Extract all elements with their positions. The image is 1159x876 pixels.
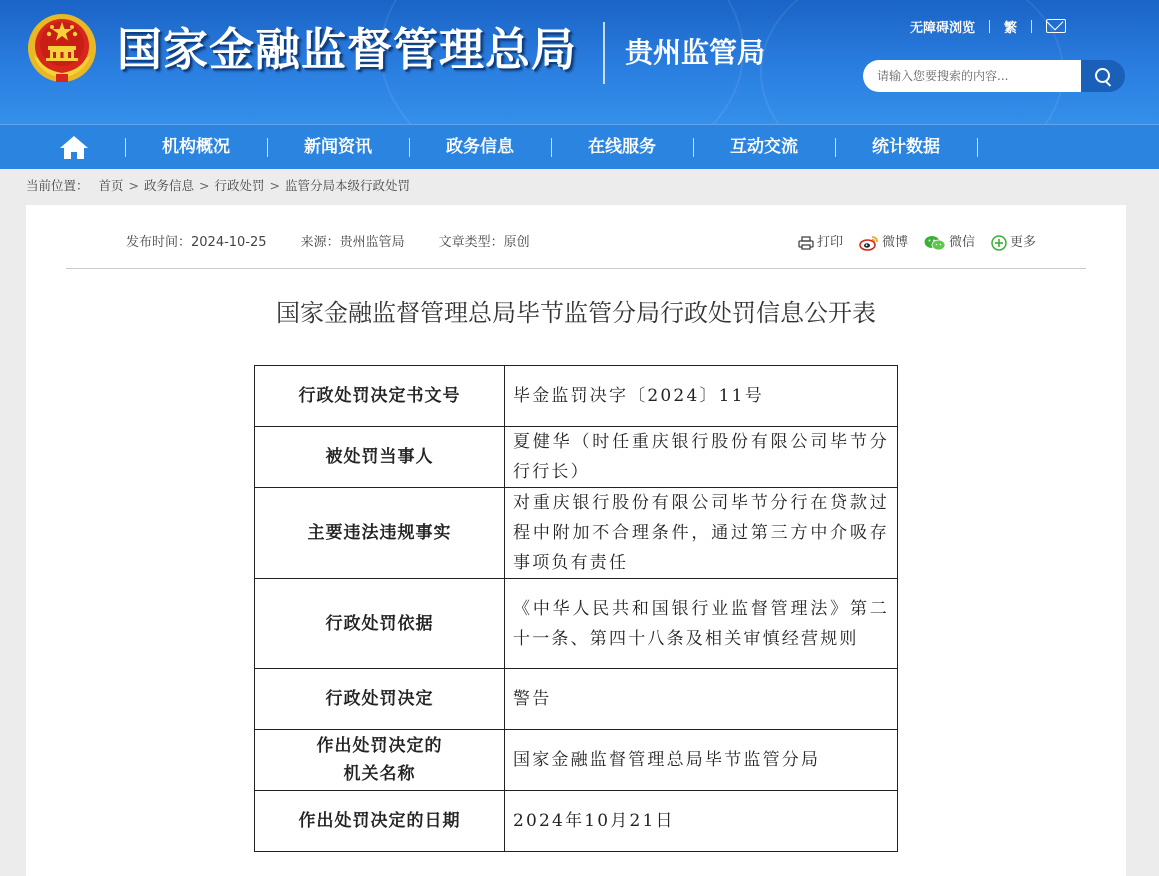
publish-time: 发布时间：2024-10-25 bbox=[126, 235, 267, 250]
link-separator bbox=[989, 20, 990, 33]
table-key: 主要违法违规事实 bbox=[255, 488, 505, 579]
table-value: 《中华人民共和国银行业监督管理法》第二十一条、第四十八条及相关审慎经营规则 bbox=[505, 579, 898, 669]
print-label: 打印 bbox=[817, 235, 844, 250]
breadcrumb-arrow: > bbox=[269, 178, 281, 193]
nav-item-news[interactable]: 新闻资讯 bbox=[304, 137, 372, 157]
nav-item-online-service[interactable]: 在线服务 bbox=[588, 137, 656, 157]
site-header bbox=[0, 0, 1159, 124]
table-key: 被处罚当事人 bbox=[255, 427, 505, 488]
search-button[interactable] bbox=[1081, 60, 1125, 92]
table-value: 国家金融监督管理总局毕节监管分局 bbox=[505, 730, 898, 791]
penalty-info-table bbox=[254, 365, 898, 852]
breadcrumb-home[interactable]: 首页 bbox=[98, 178, 124, 193]
weibo-share-button[interactable] bbox=[859, 233, 908, 253]
wechat-share-button[interactable] bbox=[924, 233, 975, 253]
table-value: 毕金监罚决字〔2024〕11号 bbox=[505, 366, 898, 427]
table-key: 行政处罚依据 bbox=[255, 579, 505, 669]
breadcrumb-arrow: > bbox=[128, 178, 140, 193]
breadcrumb-label: 当前位置： bbox=[26, 178, 89, 193]
wechat-label: 微信 bbox=[949, 235, 976, 250]
printer-icon bbox=[798, 236, 814, 250]
main-nav bbox=[0, 124, 1159, 169]
nav-separator bbox=[977, 138, 978, 157]
breadcrumb-current[interactable]: 监管分局本级行政处罚 bbox=[285, 178, 411, 193]
nav-item-statistics[interactable]: 统计数据 bbox=[872, 137, 940, 157]
nav-item-interaction[interactable]: 互动交流 bbox=[730, 137, 798, 157]
more-share-button[interactable] bbox=[991, 233, 1036, 253]
search-icon-handle bbox=[1105, 80, 1111, 86]
table-key: 行政处罚决定书文号 bbox=[255, 366, 505, 427]
wechat-icon bbox=[924, 235, 946, 251]
traditional-chinese-link[interactable]: 繁 bbox=[1004, 20, 1018, 36]
share-bar bbox=[798, 233, 1052, 253]
article-meta bbox=[126, 233, 564, 253]
table-row bbox=[255, 579, 898, 669]
link-separator bbox=[1031, 20, 1032, 33]
nav-item-about[interactable]: 机构概况 bbox=[162, 137, 230, 157]
top-links bbox=[910, 14, 1066, 38]
article-type: 文章类型：原创 bbox=[438, 235, 530, 250]
table-row bbox=[255, 488, 898, 579]
title-divider bbox=[603, 22, 605, 84]
weibo-icon bbox=[859, 235, 879, 251]
table-row bbox=[255, 730, 898, 791]
table-value: 警告 bbox=[505, 669, 898, 730]
table-row bbox=[255, 366, 898, 427]
site-title: 国家金融监督管理总局 bbox=[117, 23, 578, 76]
search-icon bbox=[1095, 68, 1110, 83]
more-label: 更多 bbox=[1010, 235, 1037, 250]
table-key-line: 机关名称 bbox=[343, 764, 416, 784]
sub-title: 贵州监管局 bbox=[625, 36, 766, 69]
search-input[interactable] bbox=[863, 60, 1081, 92]
table-key bbox=[255, 730, 505, 791]
accessibility-link[interactable]: 无障碍浏览 bbox=[910, 20, 976, 36]
document-title: 国家金融监督管理总局毕节监管分局行政处罚信息公开表 bbox=[276, 299, 876, 327]
table-row bbox=[255, 669, 898, 730]
table-key: 行政处罚决定 bbox=[255, 669, 505, 730]
article-panel bbox=[26, 205, 1126, 876]
table-key: 作出处罚决定的日期 bbox=[255, 791, 505, 852]
national-emblem-icon[interactable] bbox=[26, 12, 98, 84]
mail-icon[interactable] bbox=[1046, 19, 1066, 33]
meta-divider bbox=[66, 268, 1086, 269]
plus-circle-icon bbox=[991, 235, 1007, 251]
breadcrumb-penalty[interactable]: 行政处罚 bbox=[214, 178, 265, 193]
breadcrumb-government-info[interactable]: 政务信息 bbox=[144, 178, 195, 193]
table-value: 夏健华（时任重庆银行股份有限公司毕节分行行长） bbox=[505, 427, 898, 488]
article-source: 来源：贵州监管局 bbox=[300, 235, 405, 250]
table-value: 2024年10月21日 bbox=[505, 791, 898, 852]
table-value: 对重庆银行股份有限公司毕节分行在贷款过程中附加不合理条件，通过第三方中介吸存事项负有责任 bbox=[505, 488, 898, 579]
print-button[interactable] bbox=[798, 233, 843, 253]
nav-item-government-info[interactable]: 政务信息 bbox=[446, 137, 514, 157]
table-row bbox=[255, 791, 898, 852]
table-row bbox=[255, 427, 898, 488]
table-key-line: 作出处罚决定的 bbox=[316, 736, 443, 756]
weibo-label: 微博 bbox=[882, 235, 909, 250]
breadcrumb bbox=[26, 175, 410, 197]
breadcrumb-arrow: > bbox=[199, 178, 210, 193]
home-icon[interactable] bbox=[57, 133, 91, 161]
